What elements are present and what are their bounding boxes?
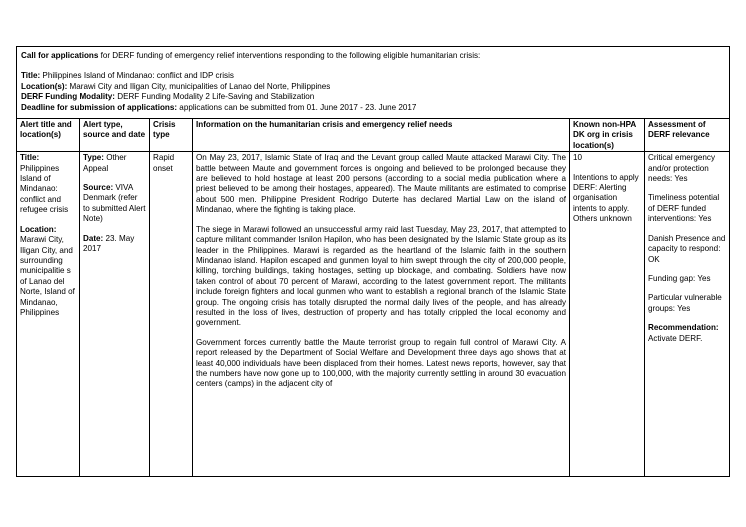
assessment-recommendation: [648, 323, 726, 344]
crisis-location-value: Marawi City and Iligan City, municipalities of Lanao del Norte, Philippines: [67, 81, 331, 91]
alert-title-cell: [17, 152, 80, 477]
info-paragraph-3: Government forces currently battle the Maute terrorist group to regain full control of Marawi City. A report released by the Department of Social Welfare and Development three days ago shows that at least 40,000 individuals have been displaced from their homes. Latest news reports, however, say that the numbers have now gone up to 100,000, with the majority currently settling in around 30 evacuation centers (camps) in the adjacent city of: [196, 337, 566, 389]
assessment-gap: Funding gap: Yes: [648, 273, 711, 283]
alert-location-value: Marawi City, Iligan City, and surrounding municipalitie s of Lanao del Norte, Island of Mindanao, Philippines: [20, 235, 75, 317]
assessment-vulnerable: Particular vulnerable groups: Yes: [648, 293, 722, 313]
deadline-value: applications can be submitted from 01. June 2017 - 23. June 2017: [177, 102, 417, 112]
crisis-title-label: Title:: [21, 71, 41, 81]
alert-source: [83, 183, 146, 225]
alert-source-label: Source:: [83, 183, 114, 193]
deadline-line: [21, 103, 725, 113]
column-header-row: [17, 119, 730, 152]
alert-type-label: Type:: [83, 153, 104, 163]
known-orgs-count: 10: [573, 153, 583, 163]
assessment-timeliness: Timeliness potential of DERF funded interventions: Yes: [648, 193, 720, 224]
alert-title: [20, 153, 76, 215]
known-orgs-cell: [570, 152, 645, 477]
information-cell: [193, 152, 570, 477]
recommendation-value: Activate DERF.: [648, 333, 703, 343]
info-paragraph-2: The siege in Marawi followed an unsuccessful army raid last Tuesday, May 23, 2017, that attempted to capture militant commander Isnilon Hapilon, who has been designated by the Islamic State group as its leader in the Philippines. Marawi is regarded as the heartland of the Islamic faith in the southern Mindanao island. Hapilon escaped and gunmen loyal to him swept through the city of 200,000 people, killing, torching buildings, taking hostages, setting up blockage, and combating. Soldiers have now taken control of about 70 percent of Marawi, according to the latest government report. The militants include foreign fighters and local gunmen who want to establish a regional branch of the Islamic State group. The ongoing crisis has totally disrupted the normal daily lives of the people, and has already resulted in the loss of lives, destruction of property and has totally crippled the local economy and government.: [196, 224, 566, 328]
crisis-title-line: [21, 71, 725, 81]
column-header-alert-type: Alert type, source and date: [80, 119, 150, 152]
call-header-cell: [17, 47, 730, 119]
alert-location: [20, 225, 76, 319]
column-header-crisis-type: Crisis type: [150, 119, 193, 152]
table-row: [17, 152, 730, 477]
call-intro-label: Call for applications: [21, 51, 99, 60]
assessment-critical: Critical emergency and/or protection needs: Yes: [648, 153, 716, 184]
call-intro-text: for DERF funding of emergency relief interventions responding to the following eligible humanitarian crisis:: [98, 51, 481, 60]
crisis-title-value: Philippines Island of Mindanao: conflict and IDP crisis: [40, 71, 234, 81]
crisis-location-line: [21, 82, 725, 92]
alert-type-cell: [80, 152, 150, 477]
funding-modality-line: [21, 92, 725, 102]
alert-date-value: 23. May 2017: [83, 233, 135, 254]
call-intro: [21, 51, 725, 61]
column-header-known-orgs: Known non-HPA DK org in crisis location(s): [570, 119, 645, 152]
derf-call-table: [16, 46, 730, 477]
recommendation-label: Recommendation:: [648, 323, 719, 333]
deadline-label: Deadline for submission of applications:: [21, 102, 178, 112]
alert-type: [83, 153, 146, 174]
call-header-row: [17, 47, 730, 119]
alert-title-label: Title:: [20, 153, 40, 163]
crisis-type-cell: [150, 152, 193, 477]
column-header-alert-title: Alert title and location(s): [17, 119, 80, 152]
known-orgs-intentions: Intentions to apply DERF: Alerting organisation intents to apply. Others unknown: [573, 172, 639, 224]
alert-date: [83, 234, 146, 255]
crisis-type-value: Rapid onset: [153, 153, 175, 173]
funding-modality-value: DERF Funding Modality 2 Life-Saving and Stabilization: [114, 92, 315, 102]
funding-modality-label: DERF Funding Modality:: [21, 92, 115, 102]
assessment-presence: Danish Presence and capacity to respond: OK: [648, 233, 726, 264]
alert-type-value: Other Appeal: [83, 153, 127, 173]
crisis-location-label: Location(s):: [21, 81, 68, 91]
alert-source-value: VIVA Denmark (refer to submitted Alert Note): [83, 183, 146, 224]
info-paragraph-1: On May 23, 2017, Islamic State of Iraq and the Levant group called Maute attacked Marawi City. The battle between Maute and government forces is ongoing and believed to be prolonged because they are believed to hold hostage at least 200 persons (according to a social media publication where a priest believed to be among their hostages, appeared). The Maute militants are estimated to comprise about 500 men. Philippine President Rodrigo Duterte has declared Martial Law on the island of Mindanao, where the fighting is taking place.: [196, 153, 566, 215]
alert-location-label: Location:: [20, 224, 57, 234]
alert-date-label: Date:: [83, 233, 104, 243]
column-header-information: Information on the humanitarian crisis and emergency relief needs: [193, 119, 570, 152]
column-header-assessment: Assessment of DERF relevance: [645, 119, 730, 152]
alert-title-value: Philippines Island of Mindanao: conflict and refugee crisis: [20, 163, 69, 215]
assessment-cell: [645, 152, 730, 477]
